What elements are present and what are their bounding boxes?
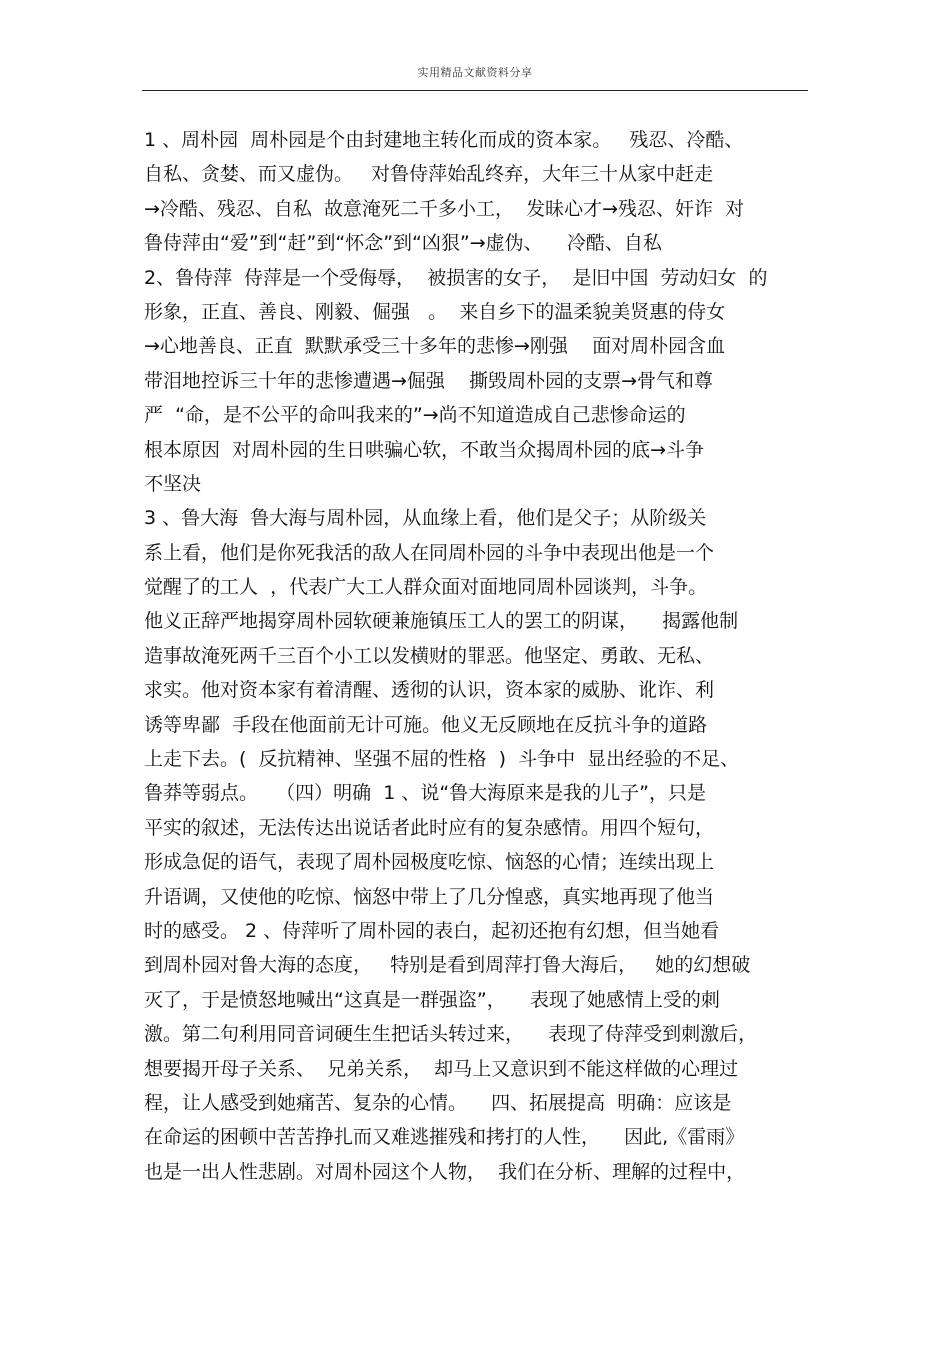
text-line: 想要揭开母子关系、 兄弟关系， 却马上又意识到不能这样做的心理过 [144,1057,739,1080]
page-header: 实用精品文献资料分享 [417,66,533,79]
text-line: 带泪地控诉三十年的悲惨遭遇→倔强 撕毁周朴园的支票→骨气和尊 [144,369,713,392]
text-line: 诱等卑鄙 手段在他面前无计可施。他义无反顾地在反抗斗争的道路 [144,713,708,736]
text-line: 到周朴园对鲁大海的态度， 特别是看到周萍打鲁大海后， 她的幻想破 [144,954,751,977]
text-line: 平实的叙述，无法传达出说话者此时应有的复杂感情。用四个短句， [144,816,715,839]
text-line: 2、鲁侍萍 侍萍是一个受侮辱， 被损害的女子， 是旧中国 劳动妇女 的 [144,266,768,289]
text-line: 系上看，他们是你死我活的敌人在同周朴园的斗争中表现出他是一个 [144,541,715,564]
text-line: 在命运的困顿中苦苦挣扎而又难逃摧残和拷打的人性， 因此,《雷雨》 [144,1126,745,1149]
text-line: 自私、贪婪、而又虚伪。 对鲁侍萍始乱终弃，大年三十从家中赶走 [144,163,714,186]
text-line: 觉醒了的工人 ，代表广大工人群众面对面地同周朴园谈判，斗争。 [144,576,708,599]
text-line: 造事故淹死两千三百个小工以发横财的罪恶。他坚定、勇敢、无私、 [144,644,715,667]
text-line: 求实。他对资本家有着清醒、透彻的认识，资本家的威胁、讹诈、利 [144,679,715,702]
text-line: 上走下去。( 反抗精神、坚强不屈的性格 ) 斗争中 显出经验的不足、 [144,748,740,771]
text-line: 严 “命，是不公平的命叫我来的”→尚不知道造成自己悲惨命运的 [144,404,686,427]
text-line: 鲁侍萍由“爱”到“赶”到“怀念”到“凶狠”→虚伪、 冷酷、自私 [144,232,662,255]
text-line: →冷酷、残忍、自私 故意淹死二千多小工， 发昧心才→残忍、奸诈 对 [144,197,745,220]
text-line: 形成急促的语气，表现了周朴园极度吃惊、恼怒的心情；连续出现上 [144,851,715,874]
text-line: 鲁莽等弱点。 （四）明确 1 、说“鲁大海原来是我的儿子”，只是 [144,782,707,805]
text-line: 不坚决 [144,472,202,495]
text-line: 激。第二句利用同音词硬生生把话头转过来， 表现了侍萍受到刺激后， [144,1023,758,1046]
text-line: 形象，正直、善良、刚毅、倔强 。 来自乡下的温柔貌美贤惠的侍女 [144,300,726,323]
text-line: 程，让人感受到她痛苦、复杂的心情。 四、拓展提高 明确：应该是 [144,1091,732,1114]
text-line: 他义正辞严地揭穿周朴园软硬兼施镇压工人的罢工的阴谋， 揭露他制 [144,610,739,633]
text-line: 升语调，又使他的吃惊、恼怒中带上了几分惶惑，真实地再现了他当 [144,885,715,908]
header-divider [142,90,808,91]
document-body [144,123,816,1189]
text-line: 也是一出人性悲剧。对周朴园这个人物， 我们在分析、理解的过程中， [144,1160,746,1183]
text-line: 根本原因 对周朴园的生日哄骗心软，不敢当众揭周朴园的底→斗争 [144,438,705,461]
text-line: 时的感受。 2 、侍萍听了周朴园的表白，起初还抱有幻想，但当她看 [144,919,720,942]
text-line: →心地善良、正直 默默承受三十多年的悲惨→刚强 面对周朴园含血 [144,335,726,358]
text-line: 1 、周朴园 周朴园是个由封建地主转化而成的资本家。 残忍、冷酷、 [144,129,744,151]
text-line: 3 、鲁大海 鲁大海与周朴园，从血缘上看，他们是父子；从阶级关 [144,507,707,530]
text-line: 灭了，于是愤怒地喊出“这真是一群强盗”， 表现了她感情上受的刺 [144,988,720,1011]
